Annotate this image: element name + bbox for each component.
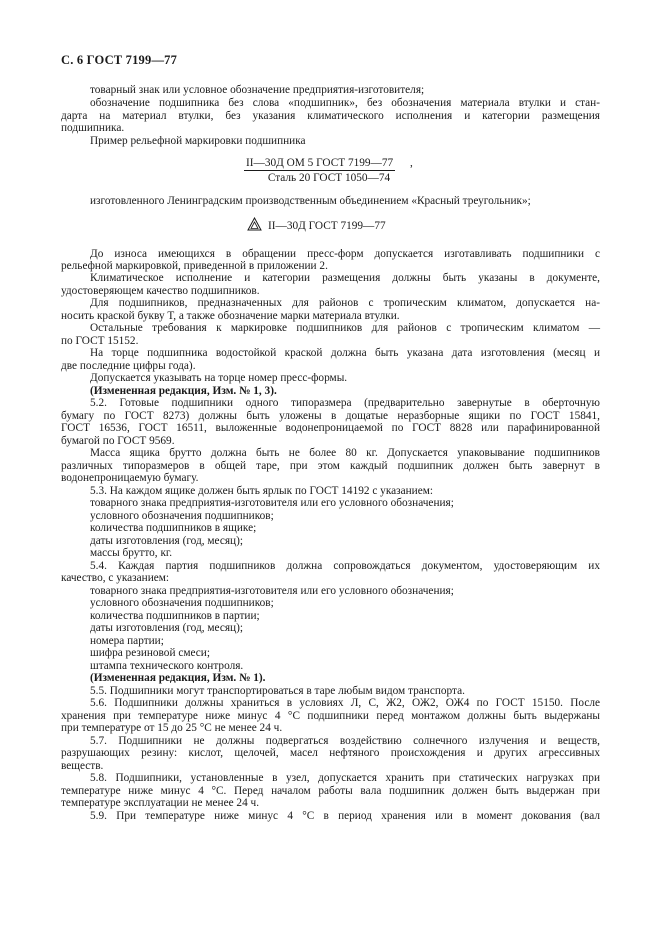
text-line: 5.7. Подшипники не должны подвергаться воздействию солнечного излучения и веществ, <box>90 735 600 747</box>
formula-denominator: Сталь 20 ГОСТ 1050—74 <box>267 172 391 184</box>
text-line: даты изготовления (год, месяц); <box>90 535 243 547</box>
text-line: 5.8. Подшипники, установленные в узел, допускается хранить при статических нагрузках при <box>90 772 600 784</box>
text-line: бумагой по ГОСТ 9569. <box>61 435 175 447</box>
text-line: изготовленного Ленинградским производственным объединением «Красный треугольник»; <box>90 195 531 207</box>
text-line: веществ. <box>61 760 104 772</box>
text-line: дарта на материал втулки, без указания климатического исполнения и категории размещения <box>61 110 600 122</box>
text-line: шифра резиновой смеси; <box>90 647 210 659</box>
triangle-marking: II—30Д ГОСТ 7199—77 <box>268 220 386 232</box>
text-line: удостоверяющем качество подшипников. <box>61 285 260 297</box>
text-line: Допускается указывать на торце номер пресс-формы. <box>90 372 348 384</box>
text-line: даты изготовления (год, месяц); <box>90 622 243 634</box>
text-line: товарного знака предприятия-изготовителя или его условного обозначения; <box>90 585 454 597</box>
text-line: водонепроницаемую бумагу. <box>61 472 199 484</box>
text-line: 5.2. Готовые подшипники одного типоразмера (предварительно завернутые в оберточную <box>90 397 600 409</box>
text-line: ГОСТ 16536, ГОСТ 16511, выложенные водонепроницаемой по ГОСТ 8828 или парафинированной <box>61 422 600 434</box>
text-line: массы брутто, кг. <box>90 547 173 559</box>
text-line: номера партии; <box>90 635 164 647</box>
text-line: обозначение подшипника без слова «подшипник», без обозначения материала втулки и стан- <box>90 97 600 109</box>
text-line: температуре ниже минус 4 °С. Перед началом работы вала подшипник должен быть выдержан при <box>61 785 600 797</box>
text-line: рельефной маркировкой, приведенной в приложении 2. <box>61 260 328 272</box>
text-line: температуре эксплуатации не менее 24 ч. <box>61 797 260 809</box>
text-line: различных типоразмеров в общей таре, при этом каждый подшипник должен быть завернут в <box>61 460 600 472</box>
text-line: Остальные требования к маркировке подшипников для районов с тропическим климатом — <box>90 322 600 334</box>
red-triangle-trademark-icon <box>247 217 262 231</box>
text-line: количества подшипников в ящике; <box>90 522 257 534</box>
text-line: штампа технического контроля. <box>90 660 244 672</box>
formula-numerator: II—30Д ОМ 5 ГОСТ 7199—77 <box>246 157 394 169</box>
text-line: товарного знака предприятия-изготовителя или его условного обозначения; <box>90 497 454 509</box>
text-line: Пример рельефной маркировки подшипника <box>90 135 306 147</box>
text-line: 5.9. При температуре ниже минус 4 °С в период хранения или в момент докования (вал <box>90 810 600 822</box>
text-line: качество, с указанием: <box>61 572 170 584</box>
formula-comma: , <box>410 157 413 169</box>
amendment-note: (Измененная редакция, Изм. № 1). <box>90 672 266 684</box>
text-line: На торце подшипника водостойкой краской должна быть указана дата изготовления (месяц и <box>90 347 600 359</box>
text-line: 5.5. Подшипники могут транспортироваться в таре любым видом транспорта. <box>90 685 465 697</box>
text-line: 5.6. Подшипники должны храниться в условиях Л, С, Ж2, ОЖ2, ОЖ4 по ГОСТ 15150. После <box>90 697 600 709</box>
text-line: носить краской букву Т, а также обозначение марки материала втулки. <box>61 310 400 322</box>
text-line: две последние цифры года). <box>61 360 196 372</box>
text-line: Масса ящика брутто должна быть не более 80 кг. Допускается упаковывание подшипников <box>90 447 600 459</box>
text-line: Климатическое исполнение и категории размещения должны быть указаны в документе, <box>90 272 600 284</box>
text-line: условного обозначения подшипников; <box>90 510 274 522</box>
text-line: товарный знак или условное обозначение предприятия-изготовителя; <box>90 84 425 96</box>
text-line: подшипника. <box>61 122 125 134</box>
text-line: 5.4. Каждая партия подшипников должна сопровождаться документом, удостоверяющим их <box>90 560 600 572</box>
text-line: по ГОСТ 15152. <box>61 335 139 347</box>
text-line: хранения при температуре ниже минус 4 °С подшипники перед монтажом должны быть выдержаны <box>61 710 600 722</box>
text-line: условного обозначения подшипников; <box>90 597 274 609</box>
text-line: бумагу по ГОСТ 8273) должны быть уложены в дощатые неразборные ящики по ГОСТ 15841, <box>61 410 600 422</box>
text-line: количества подшипников в партии; <box>90 610 260 622</box>
page-header: С. 6 ГОСТ 7199—77 <box>61 53 178 67</box>
text-line: при температуре от 15 до 25 °С не менее 24 ч. <box>61 722 283 734</box>
text-line: разрушающих резину: кислот, щелочей, масел нефтяного происхождения и других агрессивных <box>61 747 600 759</box>
text-line: Для подшипников, предназначенных для районов с тропическим климатом, допускается на- <box>90 297 600 309</box>
text-line: 5.3. На каждом ящике должен быть ярлык по ГОСТ 14192 с указанием: <box>90 485 434 497</box>
text-line: До износа имеющихся в обращении пресс-форм допускается изготавливать подшипники с <box>90 248 600 260</box>
amendment-note: (Измененная редакция, Изм. № 1, 3). <box>90 385 277 397</box>
marking-formula <box>244 157 424 184</box>
